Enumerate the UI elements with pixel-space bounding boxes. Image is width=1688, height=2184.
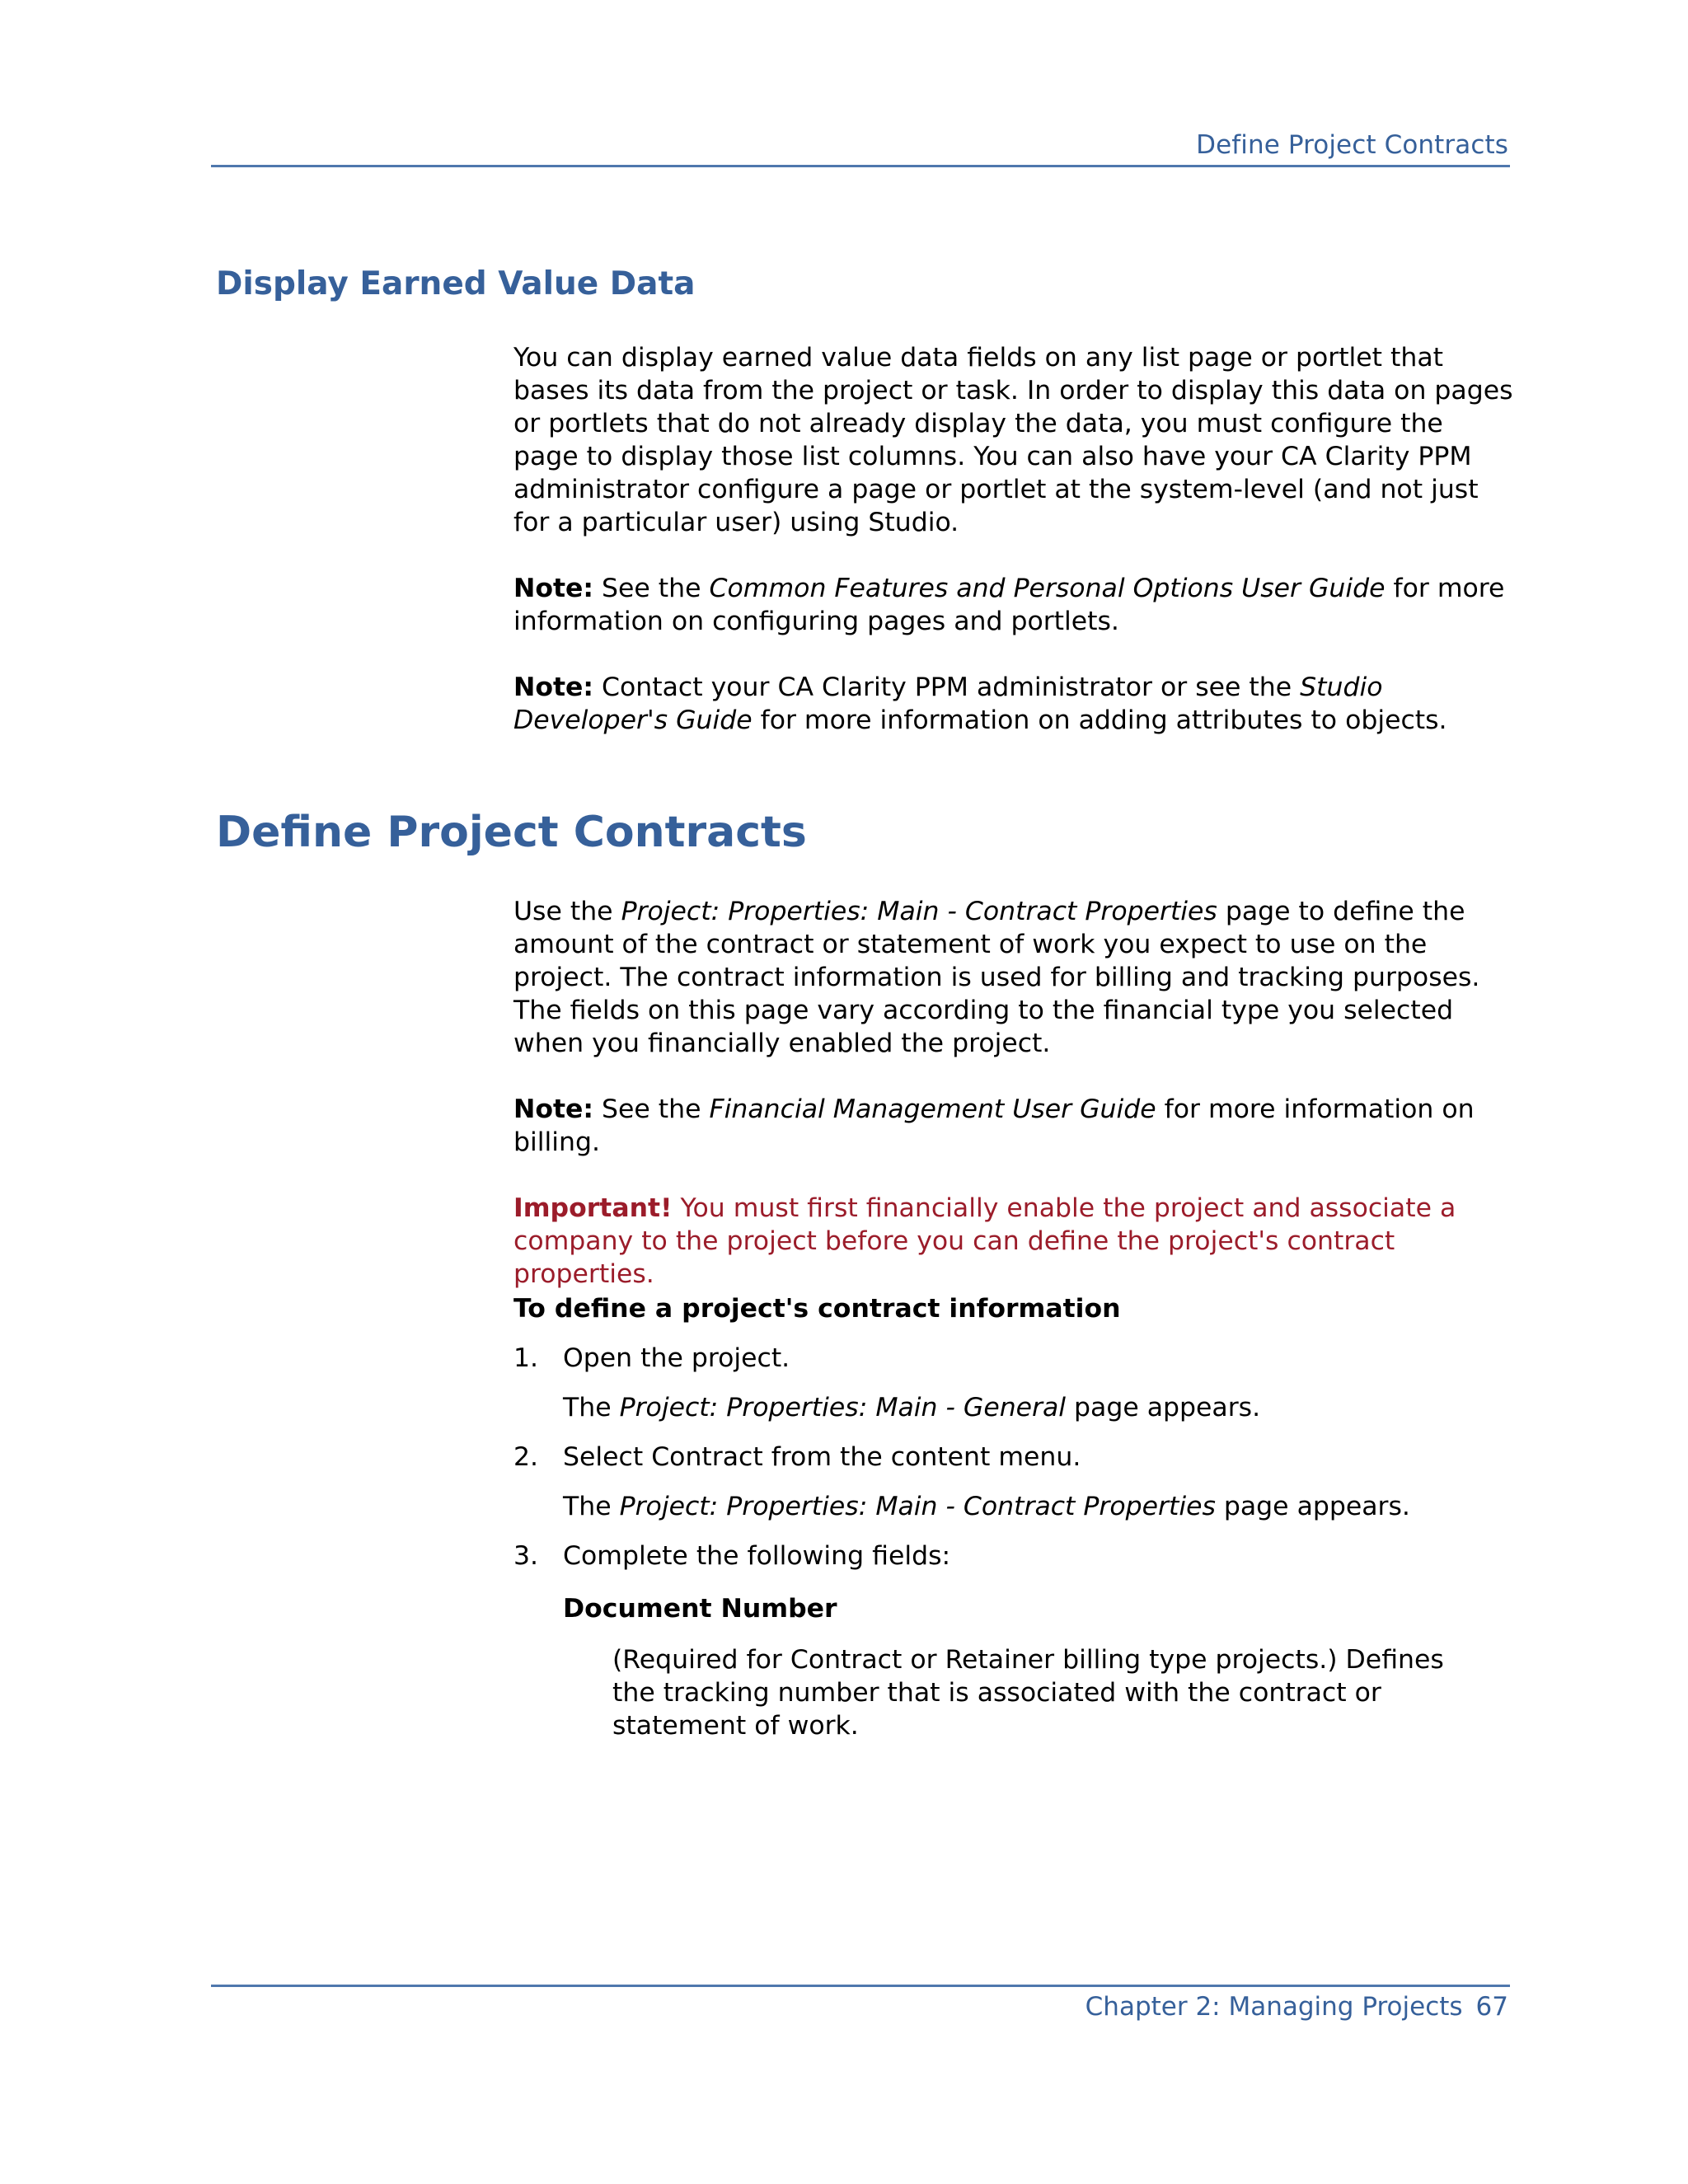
note-common-features xyxy=(513,572,1515,638)
earned-value-paragraph xyxy=(513,341,1515,539)
note-text: for more information on billing. xyxy=(513,1094,1475,1157)
guide-title: Financial Management User Guide xyxy=(709,1094,1156,1124)
note-text: See the xyxy=(593,574,710,603)
intro-text: Use the xyxy=(513,897,621,926)
result-text: The xyxy=(563,1393,620,1422)
page-name: Project: Properties: Main - Contract Properties xyxy=(621,897,1217,926)
note-text: for more information on configuring pages and portlets. xyxy=(513,574,1505,636)
step-3 xyxy=(513,1540,950,1572)
field-name-text: Document Number xyxy=(563,1594,837,1624)
guide-title: Common Features and Personal Options User Guide xyxy=(709,574,1386,603)
note-financial-guide xyxy=(513,1093,1515,1159)
note-text: See the xyxy=(593,1094,710,1124)
important-callout xyxy=(513,1192,1515,1291)
procedure-title-text: To define a project's contract information xyxy=(513,1294,1121,1324)
note-text: Contact your CA Clarity PPM administrator or see the xyxy=(593,673,1301,702)
important-text: You must first financially enable the project and associate a company to the project before you can define the project's contract properties. xyxy=(513,1193,1456,1289)
procedure-title xyxy=(513,1292,1515,1325)
note-label: Note: xyxy=(513,574,594,603)
contracts-intro-paragraph xyxy=(513,895,1515,1060)
field-description xyxy=(612,1643,1486,1742)
page-name: Project: Properties: Main - General xyxy=(619,1393,1067,1422)
paragraph-text: You can display earned value data fields on any list page or portlet that bases its data from the project or task. In order to display this data on pages or portlets that do not already display the data, you must configure the page to display those list columns. You can also have your CA Clarity PPM administrator configure a page or portlet at the system-level (and not just for a particular user) using Studio. xyxy=(513,343,1513,537)
chapter-title: Chapter 2: Managing Projects xyxy=(1085,1992,1463,2022)
header-rule xyxy=(211,165,1510,167)
note-text: for more information on adding attributes to objects. xyxy=(752,705,1447,735)
running-header: Define Project Contracts xyxy=(1196,130,1508,160)
page-footer xyxy=(1085,1992,1508,2022)
footer-rule xyxy=(211,1985,1510,1987)
step-1-result xyxy=(563,1391,1260,1424)
note-label: Note: xyxy=(513,1094,594,1124)
field-description-text: (Required for Contract or Retainer billing type projects.) Defines the tracking number that is associated with the contract or statement of work. xyxy=(612,1645,1444,1741)
note-label: Note: xyxy=(513,673,594,702)
step-text: Select Contract from the content menu. xyxy=(563,1442,1081,1472)
note-studio-guide xyxy=(513,671,1515,737)
step-1 xyxy=(513,1342,790,1375)
page-name: Project: Properties: Main - Contract Properties xyxy=(619,1492,1216,1521)
result-text: page appears. xyxy=(1215,1492,1410,1521)
step-2-result xyxy=(563,1490,1410,1523)
result-text: page appears. xyxy=(1066,1393,1261,1422)
section-heading-project-contracts: Define Project Contracts xyxy=(216,808,807,857)
intro-text: page to define the amount of the contract or statement of work you expect to use on the project. The contract information is used for billing and tracking purposes. The fields on this page vary according to the financial type you selected when you financially enabled the project. xyxy=(513,897,1480,1058)
important-label: Important! xyxy=(513,1193,673,1223)
step-text: Open the project. xyxy=(563,1343,790,1373)
guide-title: Studio Developer's Guide xyxy=(513,673,1383,735)
step-number: 2. xyxy=(513,1442,539,1472)
result-text: The xyxy=(563,1492,620,1521)
step-text: Complete the following fields: xyxy=(563,1541,951,1571)
page-number: 67 xyxy=(1475,1992,1508,2022)
field-name xyxy=(563,1592,837,1625)
step-number: 3. xyxy=(513,1541,539,1571)
section-heading-earned-value: Display Earned Value Data xyxy=(216,265,696,302)
step-2 xyxy=(513,1441,1081,1474)
step-number: 1. xyxy=(513,1343,539,1373)
